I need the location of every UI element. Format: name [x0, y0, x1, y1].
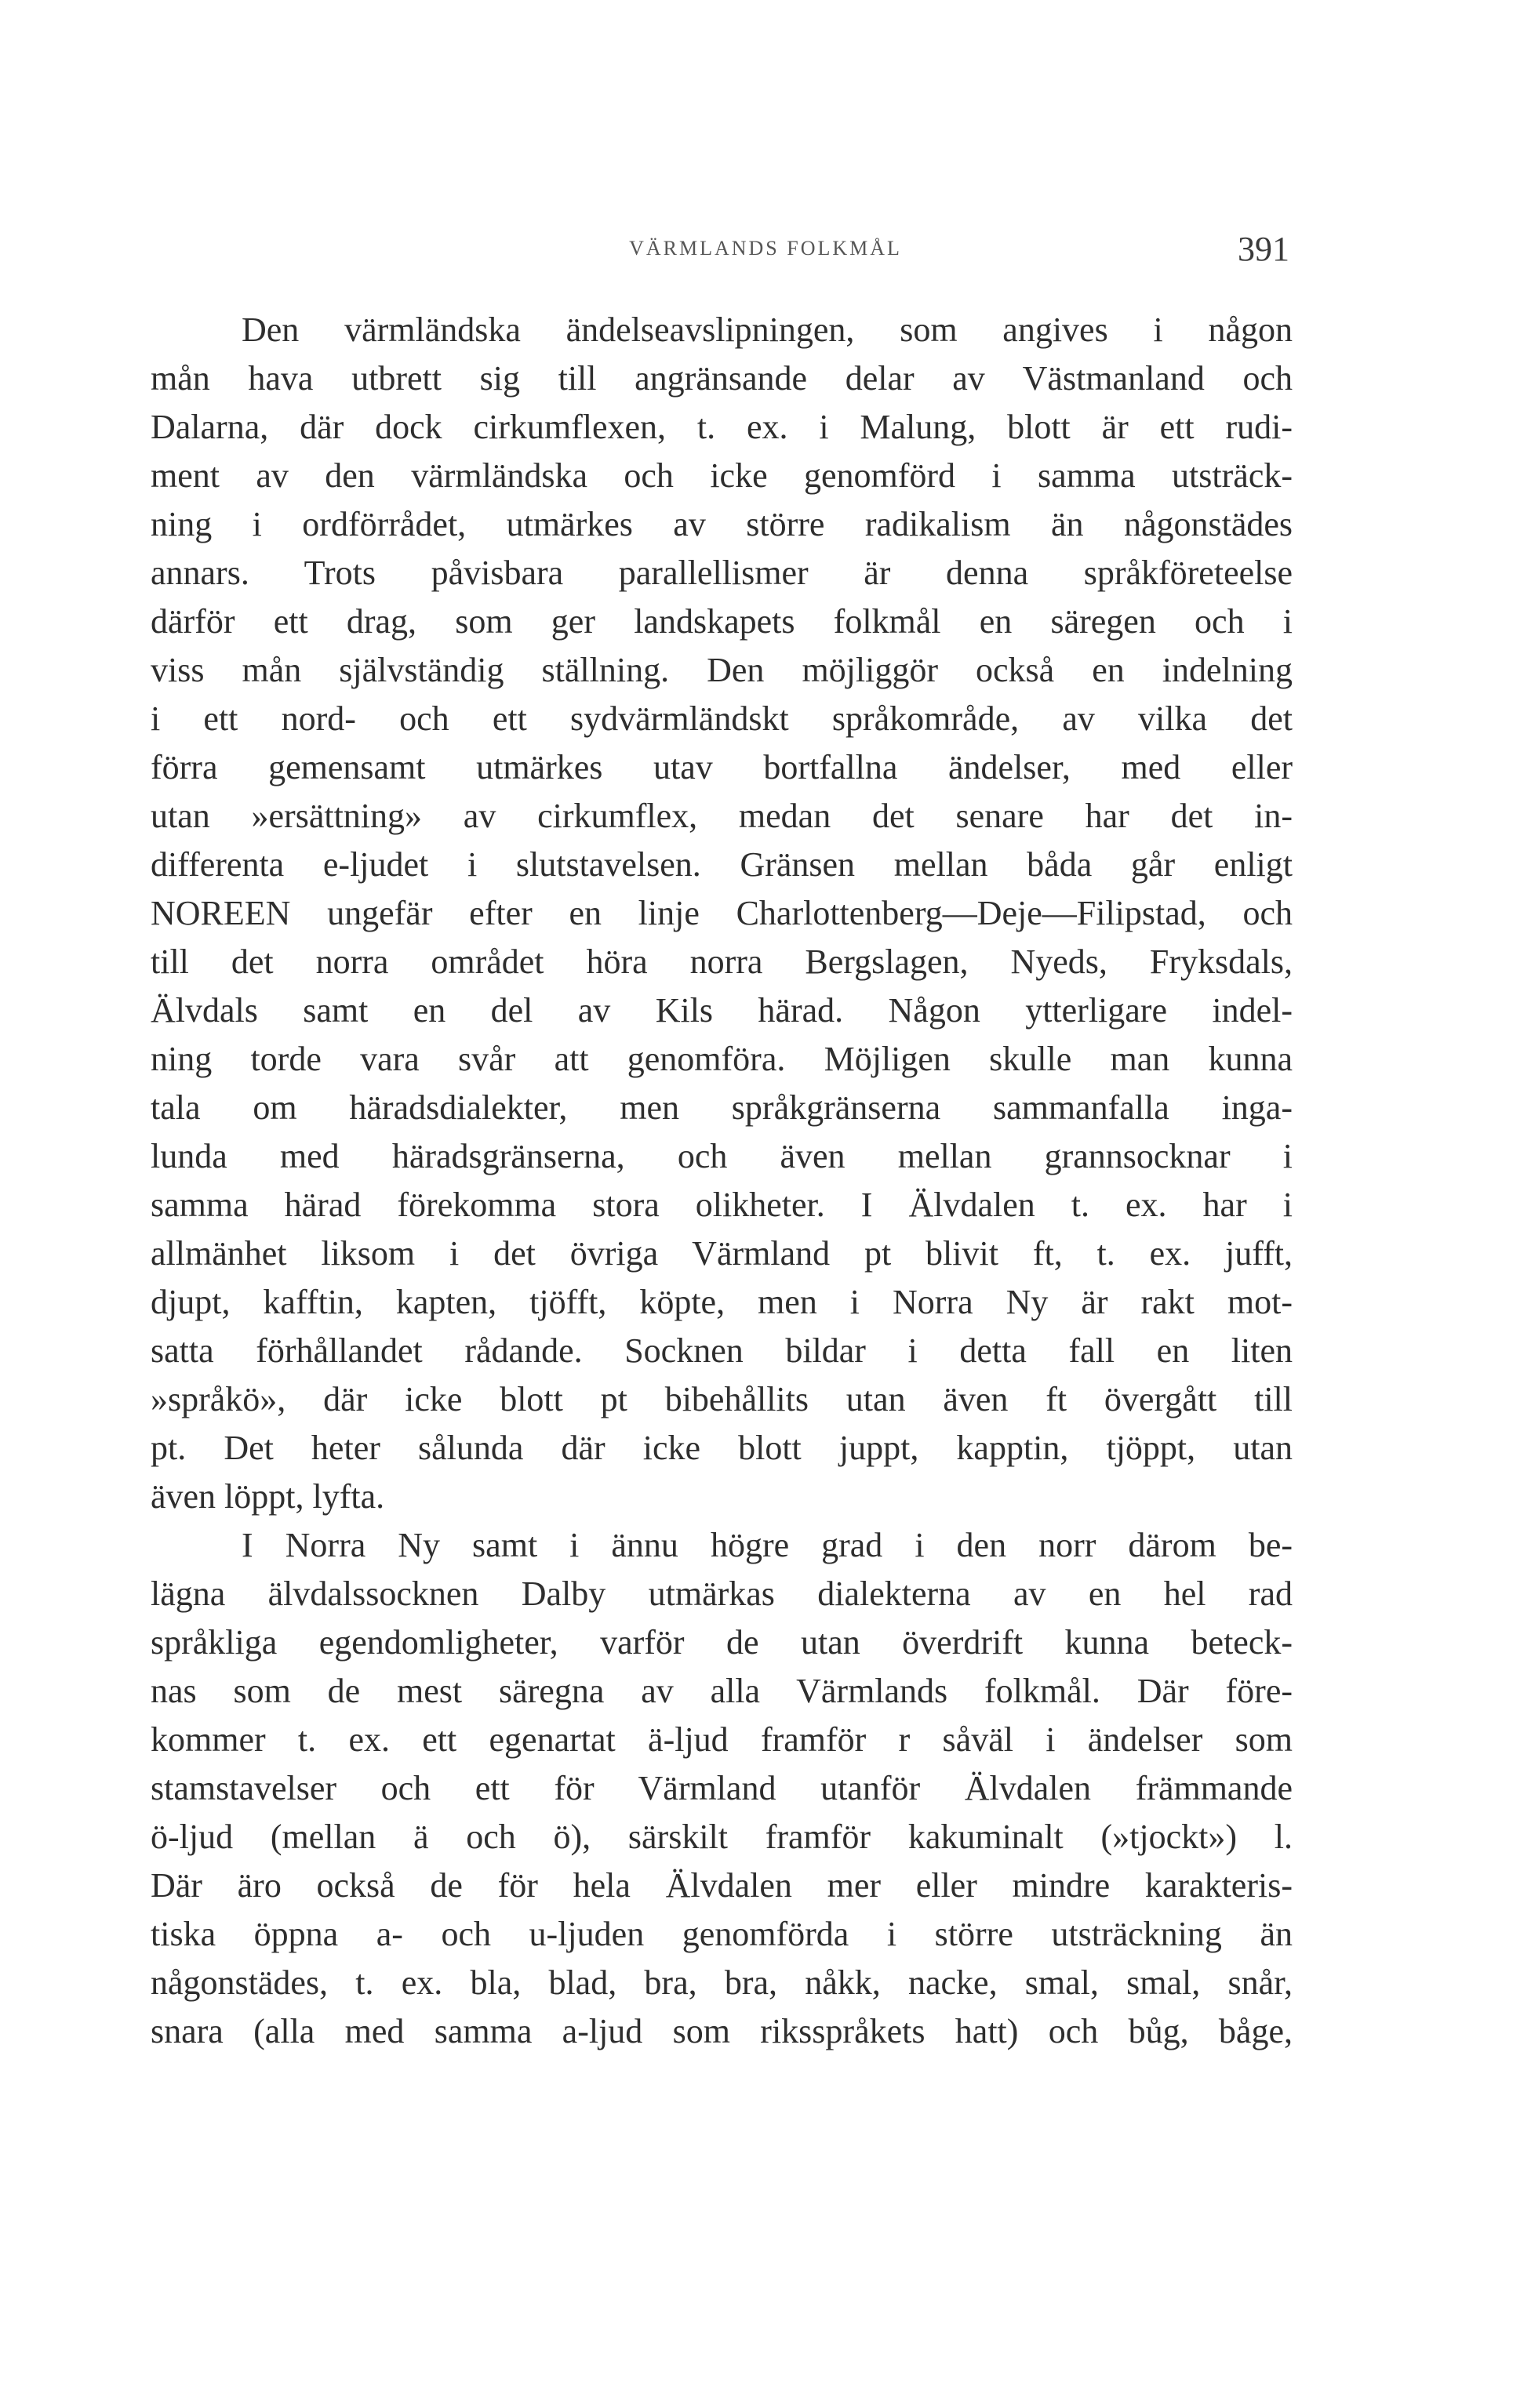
text-line: ning torde vara svår att genomföra. Möjligen skulle man kunna	[151, 1040, 1293, 1078]
text-line: någonstädes, t. ex. bla, blad, bra, bra, nåkk, nacke, smal, smal, snår,	[151, 1963, 1293, 2002]
text-line: Där äro också de för hela Älvdalen mer eller mindre karakteris-	[151, 1866, 1293, 1905]
text-line: tiska öppna a- och u-ljuden genomförda i större utsträckning än	[151, 1915, 1293, 1953]
text-line: därför ett drag, som ger landskapets folkmål en säregen och i	[151, 602, 1293, 641]
text-line: samma härad förekomma stora olikheter. I Älvdalen t. ex. har i	[151, 1186, 1293, 1224]
text-line: Älvdals samt en del av Kils härad. Någon ytterligare indel-	[151, 991, 1293, 1030]
text-line: Dalarna, där dock cirkumflexen, t. ex. i Malung, blott är ett rudi-	[151, 408, 1293, 446]
text-line: »språkö», där icke blott pt bibehållits utan även ft övergått till	[151, 1380, 1293, 1418]
text-line: ö-ljud (mellan ä och ö), särskilt framför kakuminalt (»tjockt») l.	[151, 1818, 1293, 1856]
text-line: annars. Trots påvisbara parallellismer är denna språkföreteelse	[151, 554, 1293, 592]
text-line: snara (alla med samma a-ljud som riksspråkets hatt) och bůg, båge,	[151, 2012, 1293, 2050]
text-line: allmänhet liksom i det övriga Värmland pt blivit ft, t. ex. jufft,	[151, 1234, 1293, 1273]
text-line: djupt, kafftin, kapten, tjöfft, köpte, men i Norra Ny är rakt mot-	[151, 1283, 1293, 1321]
text-line: satta förhållandet rådande. Socknen bildar i detta fall en liten	[151, 1331, 1293, 1370]
text-line: lunda med häradsgränserna, och även mellan grannsocknar i	[151, 1137, 1293, 1175]
page-number: 391	[1238, 230, 1289, 268]
text-line: ning i ordförrådet, utmärkes av större radikalism än någonstädes	[151, 505, 1293, 543]
running-head	[0, 229, 1531, 276]
text-line: språkliga egendomligheter, varför de utan överdrift kunna beteck-	[151, 1623, 1293, 1662]
body-text	[151, 306, 1293, 2056]
text-line: mån hava utbrett sig till angränsande delar av Västmanland och	[151, 359, 1293, 398]
text-line: differenta e-ljudet i slutstavelsen. Gränsen mellan båda går enligt	[151, 845, 1293, 884]
text-line: till det norra området höra norra Bergslagen, Nyeds, Fryksdals,	[151, 942, 1293, 981]
text-line: stamstavelser och ett för Värmland utanför Älvdalen främmande	[151, 1769, 1293, 1807]
text-line: Den värmländska ändelseavslipningen, som angives i någon	[242, 311, 1293, 349]
text-line: pt. Det heter sålunda där icke blott juppt, kapptin, tjöppt, utan	[151, 1429, 1293, 1467]
text-line: nas som de mest säregna av alla Värmlands folkmål. Där före-	[151, 1672, 1293, 1710]
text-line: även löppt, lyfta.	[151, 1477, 385, 1516]
text-line: ment av den värmländska och icke genomförd i samma utsträck-	[151, 456, 1293, 495]
text-line: viss mån självständig ställning. Den möjliggör också en indelning	[151, 651, 1293, 689]
text-line: kommer t. ex. ett egenartat ä-ljud framför r såväl i ändelser som	[151, 1720, 1293, 1759]
text-line: lägna älvdalssocknen Dalby utmärkas dialekterna av en hel rad	[151, 1574, 1293, 1613]
running-head-title: VÄRMLANDS FOLKMÅL	[629, 237, 902, 260]
text-line: förra gemensamt utmärkes utav bortfallna ändelser, med eller	[151, 748, 1293, 786]
text-line: NOREEN ungefär efter en linje Charlottenberg—Deje—Filipstad, och	[151, 894, 1293, 932]
text-line: i ett nord- och ett sydvärmländskt språkområde, av vilka det	[151, 699, 1293, 738]
text-line: tala om häradsdialekter, men språkgränserna sammanfalla inga-	[151, 1088, 1293, 1127]
text-line: utan »ersättning» av cirkumflex, medan det senare har det in-	[151, 797, 1293, 835]
text-line: I Norra Ny samt i ännu högre grad i den norr därom be-	[242, 1526, 1293, 1564]
